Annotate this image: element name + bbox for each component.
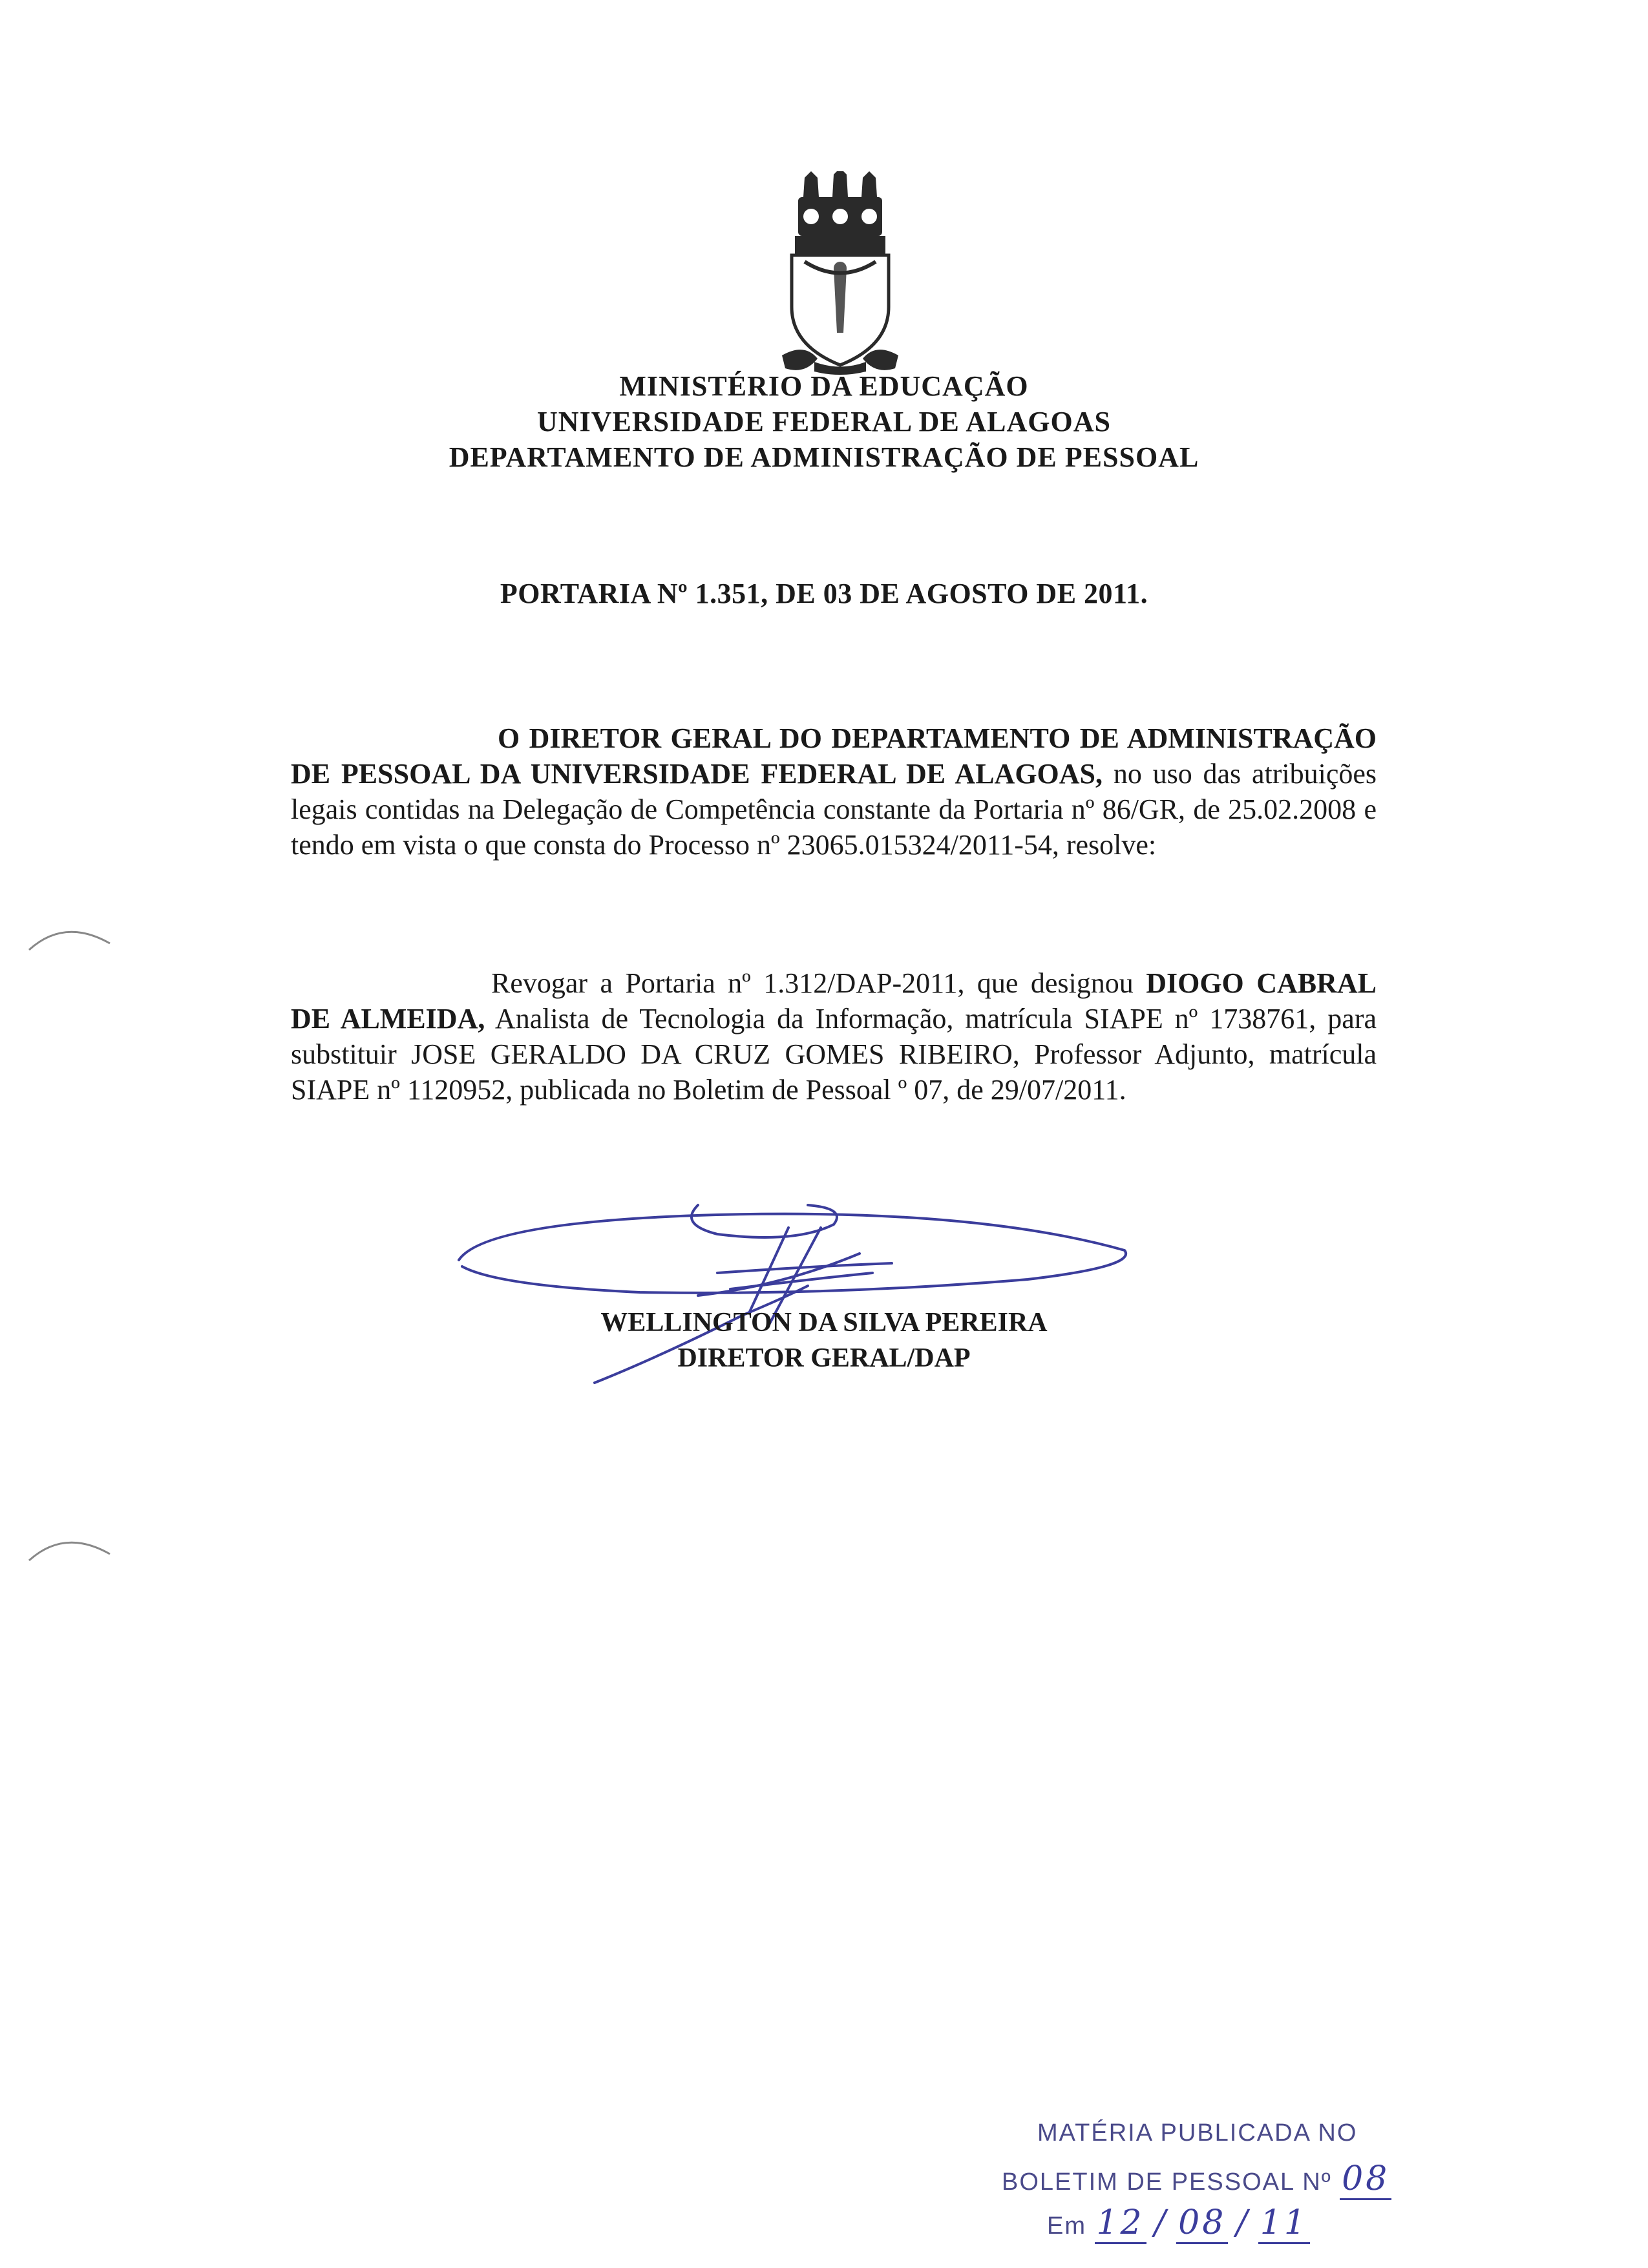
university-name: UNIVERSIDADE FEDERAL DE ALAGOAS	[537, 406, 1111, 437]
punch-hole-mark	[26, 1528, 116, 1567]
signer-role: DIRETOR GERAL/DAP	[677, 1343, 971, 1373]
designee-name: DIOGO CABRAL DE ALMEIDA,	[291, 967, 1377, 1034]
stamp-date-label: Em	[1047, 2212, 1086, 2240]
stamp-line-published: MATÉRIA PUBLICADA NO	[1037, 2119, 1358, 2147]
preamble-authority: O DIRETOR GERAL DO DEPARTAMENTO DE ADMINISTRAÇÃO DE PESSOAL DA UNIVERSIDADE FEDERAL DE ALAGOAS,	[291, 722, 1377, 790]
signer-block	[0, 1305, 1648, 1376]
stamp-line-bulletin	[1002, 2159, 1391, 2200]
resolution-text-start: Revogar a Portaria nº 1.312/DAP-2011, que designou	[491, 967, 1134, 999]
ministry-name: MINISTÉRIO DA EDUCAÇÃO	[619, 370, 1029, 402]
resolution-paragraph	[291, 965, 1377, 1108]
signer-name: WELLINGTON DA SILVA PEREIRA	[600, 1308, 1048, 1338]
preamble-paragraph	[291, 720, 1377, 863]
letterhead	[0, 368, 1648, 475]
stamp-line-date: Em 12 / 08 / 11	[1047, 2203, 1310, 2244]
stamp-date-month: 08	[1176, 2203, 1228, 2244]
department-name: DEPARTAMENTO DE ADMINISTRAÇÃO DE PESSOAL	[449, 441, 1199, 473]
resolution-text-end: Analista de Tecnologia da Informação, matrícula SIAPE nº 1738761, para substituir JOSE GERALDO DA CRUZ GOMES RIBEIRO, Professor Adjunto, matrícula SIAPE nº 1120952, publicada no Boletim de Pessoal º 07, de 29/07/2011.	[291, 1003, 1377, 1106]
stamp-bulletin-label: BOLETIM DE PESSOAL Nº	[1002, 2168, 1332, 2196]
publication-stamp	[995, 2113, 1409, 2268]
punch-hole-mark	[26, 918, 116, 956]
document-title: PORTARIA Nº 1.351, DE 03 DE AGOSTO DE 2011.	[500, 578, 1148, 609]
preamble-text: no uso das atribuições legais contidas na Delegação de Competência constante da Portaria nº 86/GR, de 25.02.2008 e tendo em vista o que consta do Processo nº 23065.015324/2011-54, resolve:	[291, 758, 1377, 861]
university-coat-of-arms-icon	[779, 171, 902, 378]
stamp-date-day: 12	[1095, 2203, 1146, 2244]
stamp-bulletin-number: 08	[1340, 2159, 1391, 2200]
stamp-date-year: 11	[1258, 2203, 1310, 2244]
